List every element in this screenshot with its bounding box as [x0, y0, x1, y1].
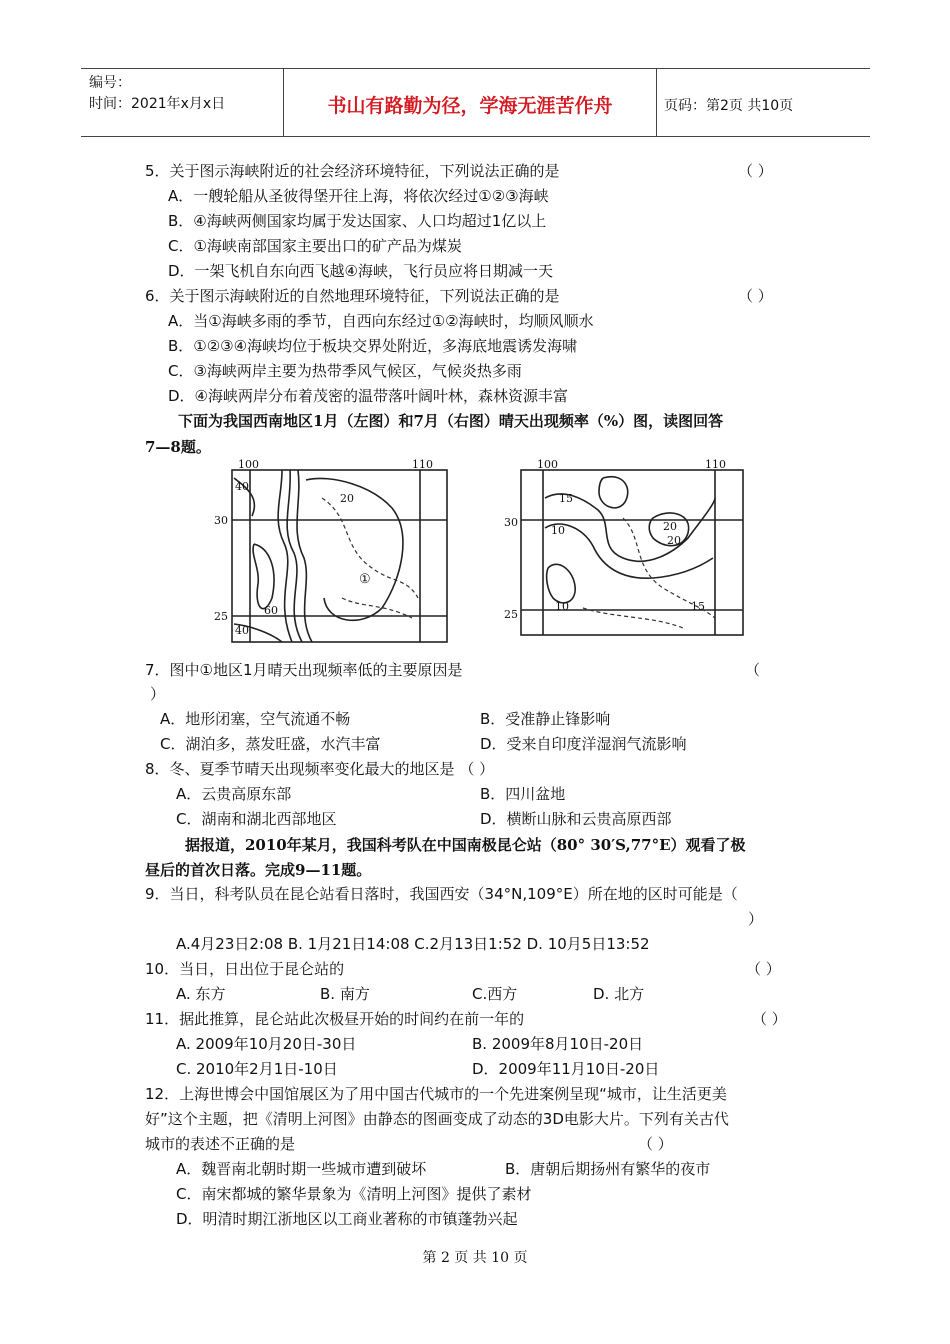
q5-answer-paren: （ ）	[738, 162, 773, 180]
contour-label: 15	[691, 600, 705, 613]
q8-option-d: D．横断山脉和云贵高原西部	[480, 810, 672, 828]
map-january	[212, 458, 452, 644]
map-july	[503, 458, 748, 638]
q7-paren-close: ）	[150, 685, 166, 703]
intro-9-11-line1: 据报道，2010年某月，我国科考队在中国南极昆仑站（80° 30′S,77°E）观看了极	[185, 836, 746, 854]
contour-line	[253, 544, 274, 609]
q7-option-d: D．受来自印度洋湿润气流影响	[480, 735, 687, 753]
q12-answer-paren: （ ）	[638, 1135, 673, 1153]
q11-option-b: B. 2009年8月10日-20日	[472, 1035, 644, 1053]
map-lon-right: 110	[412, 458, 433, 471]
time-label: 时间：2021年x月x日	[89, 96, 226, 112]
contour-line	[547, 564, 576, 603]
q12-option-a: A．魏晋南北朝时期一些城市遭到破坏	[176, 1160, 427, 1178]
q5-option-b: B．④海峡两侧国家均属于发达国家、人口均超过1亿以上	[168, 212, 547, 230]
contour-label: 40	[235, 480, 249, 493]
q12-stem-line3: 城市的表述不正确的是	[145, 1135, 296, 1153]
page-footer: 第 2 页 共 10 页	[422, 1250, 528, 1266]
map-lat-top: 30	[504, 516, 518, 529]
contour-label: 60	[264, 604, 278, 617]
header-motto: 书山有路勤为径，学海无涯苦作舟	[327, 95, 613, 117]
q7-option-a: A．地形闭塞，空气流通不畅	[160, 710, 351, 728]
q8-option-b: B．四川盆地	[480, 785, 566, 803]
intro-7-8-line1: 下面为我国西南地区1月（左图）和7月（右图）晴天出现频率（%）图，读图回答	[178, 412, 724, 430]
q7-paren-open: （	[745, 661, 761, 679]
code-label: 编号：	[89, 75, 131, 91]
q8-option-c: C．湖南和湖北西部地区	[176, 810, 337, 828]
page-header	[81, 68, 870, 137]
q7-option-c: C．湖泊多，蒸发旺盛，水汽丰富	[160, 735, 381, 753]
q11-option-a: A. 2009年10月20日-30日	[176, 1035, 357, 1053]
q12-stem-line2: 好”这个主题，把《清明上河图》由静态的图画变成了动态的3D电影大片。下列有关古代	[145, 1110, 729, 1128]
q10-option-c: C.西方	[472, 985, 518, 1003]
contour-label: 20	[667, 534, 681, 547]
q6-option-c: C．③海峡两岸主要为热带季风气候区，气候炎热多雨	[168, 362, 522, 380]
contour-label: 15	[559, 492, 573, 505]
q5-option-d: D．一架飞机自东向西飞越④海峡，飞行员应将日期减一天	[168, 262, 554, 280]
q6-option-b: B．①②③④海峡均位于板块交界处附近，多海底地震诱发海啸	[168, 337, 578, 355]
q8-stem: 8．冬、夏季节晴天出现频率变化最大的地区是 （ ）	[145, 760, 495, 778]
map-lat-bottom: 25	[214, 610, 228, 623]
q12-stem-line1: 12．上海世博会中国馆展区为了用中国古代城市的一个先进案例呈现“城市，让生活更美	[145, 1085, 727, 1103]
q5-stem: 5．关于图示海峡附近的社会经济环境特征，下列说法正确的是	[145, 162, 560, 180]
contour-line	[306, 478, 403, 620]
q9-paren-close: ）	[748, 910, 764, 928]
q6-option-d: D．④海峡两岸分布着茂密的温带落叶阔叶林，森林资源丰富	[168, 387, 569, 405]
q12-option-d: D．明清时期江浙地区以工商业著称的市镇蓬勃兴起	[176, 1210, 518, 1228]
q11-answer-paren: （ ）	[752, 1010, 787, 1028]
region-marker-1: ①	[359, 572, 371, 587]
q12-option-c: C．南宋都城的繁华景象为《清明上河图》提供了素材	[176, 1185, 532, 1203]
q10-stem: 10．当日，日出位于昆仑站的	[145, 960, 345, 978]
contour-label: 20	[663, 520, 677, 533]
q6-option-a: A．当①海峡多雨的季节，自西向东经过①②海峡时，均顺风顺水	[168, 312, 594, 330]
boundary-line	[583, 608, 683, 628]
intro-9-11-line2: 昼后的首次日落。完成9—11题。	[145, 861, 372, 879]
q10-option-a: A. 东方	[176, 985, 226, 1003]
header-meta	[89, 73, 225, 115]
boundary-line	[342, 598, 412, 618]
q5-option-a: A．一艘轮船从圣彼得堡开往上海，将依次经过①②③海峡	[168, 187, 549, 205]
map-lon-left: 100	[537, 458, 558, 471]
q12-option-b: B．唐朝后期扬州有繁华的夜市	[505, 1160, 711, 1178]
q10-option-b: B. 南方	[320, 985, 370, 1003]
q10-option-d: D. 北方	[593, 985, 645, 1003]
q11-stem: 11．据此推算，昆仑站此次极昼开始的时间约在前一年的	[145, 1010, 525, 1028]
q6-stem: 6．关于图示海峡附近的自然地理环境特征，下列说法正确的是	[145, 287, 560, 305]
q9-stem: 9．当日，科考队员在昆仑站看日落时，我国西安（34°N,109°E）所在地的区时可能是（	[145, 885, 738, 903]
map-lon-right: 110	[705, 458, 726, 471]
q10-answer-paren: （ ）	[746, 960, 781, 978]
q9-options: A.4月23日2:08 B. 1月21日14:08 C.2月13日1:52 D. 10月5日13:52	[176, 935, 650, 953]
q11-option-d: D．2009年11月10日-20日	[472, 1060, 660, 1078]
intro-7-8-line2: 7—8题。	[145, 438, 211, 456]
q8-option-a: A．云贵高原东部	[176, 785, 292, 803]
header-divider	[656, 69, 657, 136]
contour-line	[599, 477, 628, 508]
q7-stem: 7．图中①地区1月晴天出现频率低的主要原因是	[145, 661, 463, 679]
contour-label: 20	[340, 492, 354, 505]
page-info: 页码：第2页 共10页	[664, 98, 794, 114]
q6-answer-paren: （ ）	[738, 287, 773, 305]
contour-label: 10	[555, 600, 569, 613]
contour-label: 10	[551, 524, 565, 537]
q11-option-c: C. 2010年2月1日-10日	[176, 1060, 338, 1078]
q5-option-c: C．①海峡南部国家主要出口的矿产品为煤炭	[168, 237, 462, 255]
map-lat-bottom: 25	[504, 608, 518, 621]
map-lon-left: 100	[238, 458, 259, 471]
q7-option-b: B．受准静止锋影响	[480, 710, 611, 728]
map-lat-top: 30	[214, 514, 228, 527]
contour-label: 40	[235, 624, 249, 637]
